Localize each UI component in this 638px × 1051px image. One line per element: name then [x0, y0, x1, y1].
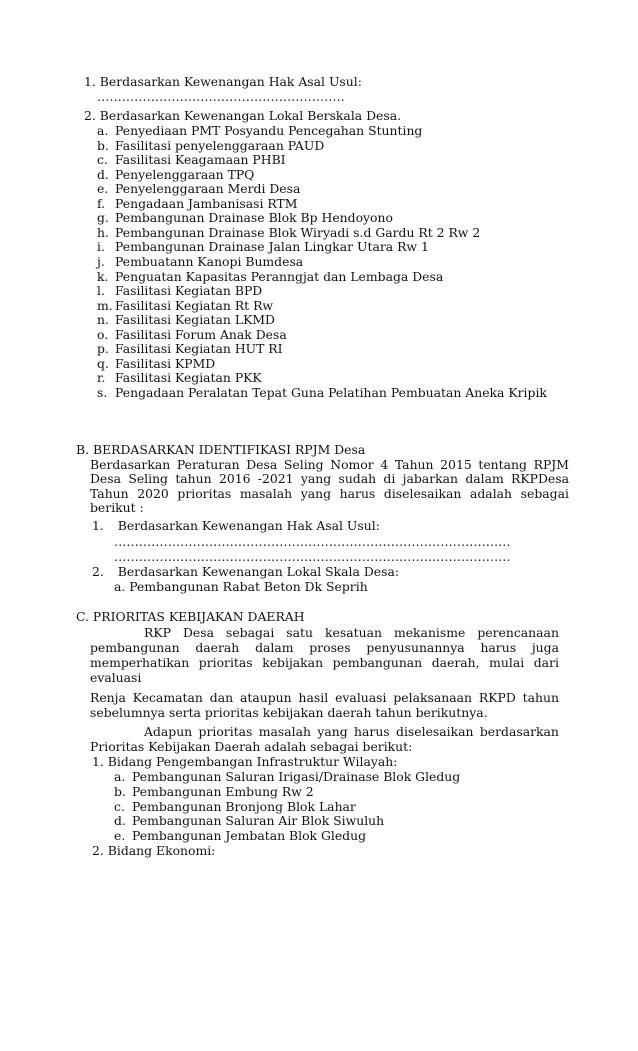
paragraph-word: di — [383, 471, 396, 486]
paragraph-word: berdasarkan — [479, 724, 559, 739]
paragraph-word: -2021 — [257, 471, 294, 486]
paragraph-word: mekanisme — [393, 625, 466, 640]
item-letter: a. — [114, 769, 126, 784]
list-item — [97, 181, 300, 196]
section-b-paragraph-last-line: berikut : — [90, 500, 144, 515]
item-text: Pembangunan Embung Rw 2 — [132, 783, 314, 799]
paragraph-word: dalam — [465, 471, 504, 486]
section-b-subitem-a — [114, 579, 368, 594]
item-number: 2. — [84, 108, 96, 123]
paragraph-word: penyusunannya — [366, 640, 465, 655]
paragraph-word: diselesaikan — [396, 724, 474, 739]
section-a-item-2 — [84, 108, 401, 123]
list-item — [97, 385, 547, 400]
item-number: 1. — [84, 74, 96, 89]
paragraph-word: masalah — [239, 486, 293, 501]
paragraph-word: juga — [531, 640, 559, 655]
item-text: Pengadaan Peralatan Tepat Guna Pelatihan Pembuatan Aneka Kripik — [115, 384, 547, 400]
item-letter: e. — [114, 828, 126, 844]
item-text: Pembuatann Kanopi Bumdesa — [115, 253, 304, 269]
list-item — [97, 239, 429, 254]
paragraph-word: Desa — [90, 471, 122, 486]
item-letter: o. — [97, 326, 109, 342]
paragraph-word: sudah — [338, 471, 377, 486]
section-b-item-1-placeholder-1: …………………………………………………………………………………… — [114, 534, 511, 549]
item-letter: q. — [97, 355, 109, 371]
section-c-p1-line-2 — [90, 640, 559, 655]
paragraph-word: pembangunan — [90, 640, 180, 655]
paragraph-word: RPJM — [533, 457, 569, 472]
item-text: Fasilitasi Kegiatan LKMD — [115, 312, 275, 328]
list-item — [97, 123, 422, 138]
item-number: 2. — [92, 564, 104, 579]
item-text: Fasilitasi Kegiatan HUT RI — [115, 341, 283, 357]
item-letter: d. — [97, 166, 109, 182]
paragraph-word: kebijakan — [262, 655, 324, 670]
item-text: Pembangunan Saluran Irigasi/Drainase Blok Gledug — [132, 769, 461, 784]
section-c-p2-line-1 — [90, 690, 559, 705]
paragraph-word: 2016 — [218, 471, 251, 486]
paragraph-word: RKPD — [478, 690, 516, 705]
section-c-heading: C. PRIORITAS KEBIJAKAN DAERAH — [76, 609, 305, 624]
section-c-p1-last-line: evaluasi — [90, 670, 142, 685]
item-letter: a. — [114, 579, 126, 594]
paragraph-word: tahun — [175, 471, 212, 486]
section-c-p1-line-1 — [144, 625, 559, 640]
paragraph-word: diselesaikan — [383, 486, 462, 501]
item-text: Fasilitasi KPMD — [115, 355, 216, 371]
paragraph-word: sebagai — [520, 486, 569, 501]
item-text: Berdasarkan Kewenangan Hak Asal Usul: — [117, 518, 380, 533]
list-item — [97, 283, 262, 298]
item-letter: e. — [97, 181, 109, 197]
paragraph-word: masalah — [258, 724, 311, 739]
paragraph-word: dan — [209, 690, 234, 705]
section-b-item-1 — [92, 518, 380, 533]
paragraph-word: Nomor — [330, 457, 374, 472]
section-c-p1-line-3 — [90, 655, 559, 670]
item-letter: h. — [97, 224, 109, 240]
paragraph-word: yang — [317, 724, 348, 739]
item-letter: p. — [97, 341, 109, 357]
list-item — [97, 370, 262, 385]
item-text: Pengadaan Jambanisasi RTM — [115, 195, 298, 211]
item-text: Pembangunan Drainase Blok Bp Hendoyono — [115, 210, 393, 226]
item-letter: i. — [97, 239, 105, 255]
list-item — [114, 828, 366, 843]
item-letter: l. — [97, 283, 105, 299]
paragraph-word: harus — [480, 640, 517, 655]
paragraph-word: yang — [300, 471, 332, 486]
section-a-item-1-placeholder: …………………………………………………… — [97, 89, 345, 104]
paragraph-word: harus — [339, 486, 376, 501]
section-c-item-2 — [92, 843, 215, 858]
paragraph-word: memperhatikan — [90, 655, 190, 670]
paragraph-word: pelaksanaan — [393, 690, 472, 705]
paragraph-word: mulai — [489, 655, 525, 670]
paragraph-word: harus — [354, 724, 390, 739]
section-b-paragraph-line-1 — [90, 457, 569, 472]
item-text: Pembangunan Rabat Beton Dk Seprih — [129, 579, 368, 594]
item-text: Pembangunan Drainase Blok Wiryadi s.d Gardu Rt 2 Rw 2 — [115, 224, 481, 240]
list-item — [97, 327, 287, 342]
paragraph-word: tahun — [522, 690, 559, 705]
item-text: Fasilitasi Forum Anak Desa — [115, 326, 287, 342]
list-item — [114, 784, 314, 799]
item-text: Berdasarkan Kewenangan Hak Asal Usul: — [99, 74, 362, 89]
item-letter: g. — [97, 210, 109, 226]
paragraph-word: Renja — [90, 690, 126, 705]
item-text: Bidang Ekonomi: — [107, 843, 216, 858]
item-letter: s. — [97, 384, 108, 400]
paragraph-word: Seling — [128, 471, 168, 486]
item-letter: n. — [97, 312, 109, 328]
item-text: Berdasarkan Kewenangan Lokal Berskala Desa. — [99, 108, 402, 123]
item-text: Berdasarkan Kewenangan Lokal Skala Desa: — [117, 564, 400, 579]
paragraph-word: dari — [533, 655, 559, 670]
list-item — [97, 152, 286, 167]
item-text: Penyelenggaraan TPQ — [115, 166, 255, 182]
paragraph-word: Seling — [283, 457, 324, 472]
section-b-item-2 — [92, 564, 399, 579]
item-text: Pembangunan Drainase Jalan Lingkar Utara Rw 1 — [115, 239, 429, 255]
item-text: Pembangunan Jembatan Blok Gledug — [132, 828, 367, 844]
paragraph-word: Berdasarkan — [90, 457, 171, 472]
paragraph-word: 2020 — [137, 486, 169, 501]
section-c-p2-last-line: sebelumnya serta prioritas kebijakan daerah tahun berikutnya. — [90, 705, 488, 720]
paragraph-word: prioritas — [198, 655, 253, 670]
paragraph-word: proses — [309, 640, 351, 655]
paragraph-word: ataupun — [239, 690, 292, 705]
paragraph-word: RKPDesa — [511, 471, 569, 486]
section-a-item-1 — [84, 74, 362, 89]
list-item — [114, 769, 460, 784]
item-letter: b. — [97, 137, 109, 153]
paragraph-word: hasil — [298, 690, 329, 705]
item-number: 1. — [92, 518, 104, 533]
paragraph-word: dalam — [255, 640, 294, 655]
paragraph-word: prioritas — [198, 724, 253, 739]
paragraph-word: tentang — [478, 457, 527, 472]
item-number: 2. — [92, 843, 104, 858]
list-item — [97, 138, 324, 153]
item-letter: c. — [114, 798, 125, 814]
paragraph-word: daerah — [195, 640, 240, 655]
item-text: Fasilitasi penyelenggaraan PAUD — [115, 137, 325, 153]
paragraph-word: yang — [300, 486, 332, 501]
paragraph-word: daerah, — [431, 655, 480, 670]
paragraph-word: sebagai — [225, 625, 275, 640]
list-item — [114, 799, 356, 814]
paragraph-word: kesatuan — [325, 625, 382, 640]
list-item — [97, 341, 283, 356]
item-text: Penyelenggaraan Merdi Desa — [115, 181, 301, 197]
section-b-paragraph-line-3 — [90, 486, 569, 501]
item-text: Fasilitasi Kegiatan PKK — [115, 370, 262, 386]
paragraph-word: 2015 — [440, 457, 472, 472]
section-b-heading: B. BERDASARKAN IDENTIFIKASI RPJM Desa — [76, 442, 366, 457]
paragraph-word: Tahun — [90, 486, 129, 501]
list-item — [114, 813, 384, 828]
item-letter: d. — [114, 813, 126, 829]
paragraph-word: Kecamatan — [132, 690, 203, 705]
item-text: Fasilitasi Keagamaan PHBI — [115, 152, 286, 168]
item-letter: b. — [114, 783, 126, 799]
section-b-paragraph-line-2 — [90, 471, 569, 486]
item-text: Penyediaan PMT Posyandu Pencegahan Stunting — [115, 123, 423, 138]
item-text: Fasilitasi Kegiatan Rt Rw — [115, 297, 274, 313]
list-item — [97, 167, 254, 182]
item-letter: m. — [97, 297, 113, 313]
item-letter: c. — [97, 152, 108, 168]
paragraph-word: adalah — [469, 486, 513, 501]
item-text: Bidang Pengembangan Infrastruktur Wilayah: — [107, 754, 398, 769]
paragraph-word: Adapun — [144, 724, 193, 739]
paragraph-word: 4 — [380, 457, 389, 472]
paragraph-word: satu — [286, 625, 314, 640]
paragraph-word: evaluasi — [335, 690, 387, 705]
paragraph-word: Tahun — [394, 457, 434, 472]
paragraph-word: RKP — [144, 625, 171, 640]
paragraph-word: perencanaan — [477, 625, 559, 640]
paragraph-word: pembangunan — [332, 655, 423, 670]
paragraph-word: prioritas — [177, 486, 232, 501]
item-letter: r. — [97, 370, 106, 386]
section-b-item-1-placeholder-2: …………………………………………………………………………………… — [114, 549, 511, 564]
item-number: 1. — [92, 754, 104, 769]
list-item — [97, 254, 303, 269]
list-item — [97, 298, 273, 313]
paragraph-word: Desa — [182, 625, 214, 640]
list-item — [97, 225, 480, 240]
item-text: Pembangunan Bronjong Blok Lahar — [132, 798, 356, 814]
list-item — [97, 312, 275, 327]
list-item — [97, 269, 443, 284]
paragraph-word: Peraturan — [176, 457, 240, 472]
item-letter: k. — [97, 268, 109, 284]
item-letter: j. — [97, 253, 105, 269]
item-text: Pembangunan Saluran Air Blok Siwuluh — [132, 813, 385, 829]
list-item — [97, 210, 393, 225]
section-c-item-1 — [92, 754, 397, 769]
item-letter: f. — [97, 195, 106, 211]
item-text: Fasilitasi Kegiatan BPD — [115, 283, 263, 299]
section-c-p3-line-1 — [144, 724, 559, 739]
item-text: Penguatan Kapasitas Peranngjat dan Lembaga Desa — [115, 268, 444, 284]
paragraph-word: Desa — [246, 457, 278, 472]
paragraph-word: jabarkan — [402, 471, 458, 486]
section-c-p3-last-line: Prioritas Kebijakan Daerah adalah sebagai berikut: — [90, 739, 413, 754]
list-item — [97, 356, 215, 371]
item-letter: a. — [97, 123, 109, 138]
list-item — [97, 196, 297, 211]
